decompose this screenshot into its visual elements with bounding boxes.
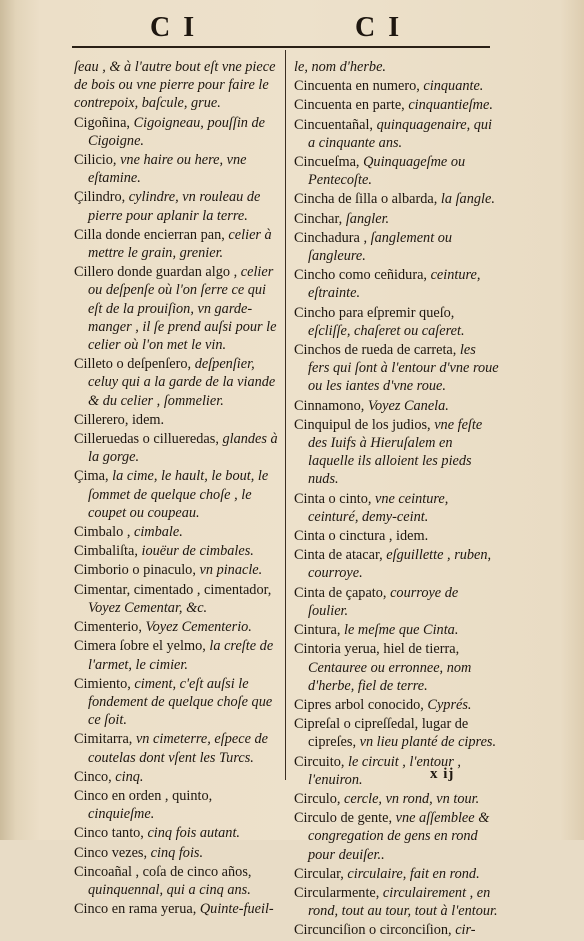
- dictionary-entry: [74, 58, 280, 113]
- entry-headword: Cillerero, idem.: [74, 411, 165, 428]
- entry-headword: Cinco en orden , quinto,: [74, 787, 213, 804]
- entry-definition: Centauree ou erronnee, nom d'herbe, fiel de terre.: [308, 659, 472, 694]
- dictionary-entry: [74, 151, 280, 187]
- entry-headword: Cinchar,: [294, 210, 343, 227]
- dictionary-entry: [74, 787, 280, 823]
- dictionary-entry: [74, 844, 280, 862]
- dictionary-entry: [294, 640, 500, 695]
- dictionary-entry: [74, 430, 280, 466]
- dictionary-entry: [294, 790, 500, 808]
- entry-definition: cinquante.: [419, 78, 484, 95]
- entry-headword: Cinta de atacar,: [294, 547, 383, 564]
- left-column: [74, 58, 280, 919]
- entry-headword: Circularmente,: [294, 884, 380, 901]
- entry-headword: Cinco,: [74, 768, 112, 785]
- entry-definition: ſangler.: [342, 210, 390, 227]
- entry-headword: Cinco tanto,: [74, 825, 144, 842]
- entry-definition: vn pinacle.: [195, 562, 263, 579]
- entry-headword: Cimentar, cimentado , cimentador,: [74, 581, 272, 598]
- entry-headword: Cinchadura ,: [294, 229, 368, 246]
- entry-headword: Cinchos de rueda de carreta,: [294, 342, 457, 359]
- entry-definition: le meſme que Cinta.: [340, 622, 459, 639]
- entry-definition: cir-: [451, 922, 476, 939]
- entry-definition: Voyez Cementar, &c.: [88, 599, 208, 616]
- dictionary-entry: [294, 809, 500, 864]
- dictionary-entry: [294, 190, 500, 208]
- dictionary-entry: [74, 730, 280, 766]
- dictionary-entry: [294, 921, 500, 939]
- entry-definition: Quinquageſme ou Pentecoſte.: [308, 154, 466, 189]
- dictionary-entry: [74, 226, 280, 262]
- dictionary-entry: [294, 266, 500, 302]
- dictionary-entry: [294, 696, 500, 714]
- entry-headword: Cinta de çapato,: [294, 584, 387, 601]
- entry-headword: Cimborio o pinaculo,: [74, 562, 196, 579]
- entry-definition: cinquieſme.: [88, 806, 155, 823]
- entry-headword: Cinnamono,: [294, 397, 365, 414]
- entry-headword: Circulo de gente,: [294, 810, 393, 827]
- dictionary-entry: [74, 863, 280, 899]
- entry-headword: Cigoñina,: [74, 114, 130, 131]
- entry-definition: la cime, le hault, le bout, le ſommet de quelque choſe , le coupet ou coupeau.: [88, 468, 269, 521]
- entry-definition: quinquennal, qui a cinq ans.: [88, 881, 251, 898]
- dictionary-entry: [74, 523, 280, 541]
- entry-headword: Cincuenta en numero,: [294, 78, 420, 95]
- entry-definition: ciment, c'eſt auſsi le fondement de quelque choſe que ce ſoit.: [88, 675, 273, 729]
- entry-definition: glandes à la gorge.: [88, 431, 278, 466]
- entry-headword: Cimbaliſta,: [74, 543, 138, 560]
- entry-headword: Circunciſion o circonciſion,: [294, 922, 452, 939]
- entry-headword: Cilicio,: [74, 152, 117, 169]
- dictionary-entry: [294, 229, 500, 265]
- dictionary-entry: [74, 263, 280, 354]
- entry-definition: eſcliſſe, chaſeret ou caſeret.: [308, 322, 465, 339]
- entry-headword: Cintoria yerua, hiel de tierra,: [294, 641, 460, 658]
- entry-definition: le, nom d'herbe.: [294, 59, 386, 75]
- dictionary-entry: [294, 715, 500, 751]
- dictionary-entry: [74, 637, 280, 673]
- entry-definition: cinq fois autant.: [143, 825, 240, 842]
- entry-definition: vn cimeterre, eſpece de coutelas dont vſent les Turcs.: [88, 731, 268, 766]
- dictionary-entry: [294, 621, 500, 639]
- dictionary-entry: [294, 416, 500, 489]
- dictionary-entry: [294, 96, 500, 114]
- entry-headword: Cimitarra,: [74, 731, 133, 748]
- entry-definition: Voyez Canela.: [364, 397, 449, 414]
- entry-definition: deſpenſier, celuy qui a la garde de la viande & du celier , ſommelier.: [88, 356, 276, 409]
- dictionary-entry: [74, 675, 280, 730]
- entry-definition: le circuit , l'entour , l'enuiron.: [308, 753, 461, 788]
- entry-headword: Cincho para eſpremir queſo,: [294, 304, 455, 321]
- entry-definition: vne ceinture, ceinturé, demy-ceint.: [308, 490, 449, 525]
- entry-headword: Cinco vezes,: [74, 844, 148, 861]
- entry-headword: Cincuentañal,: [294, 116, 374, 133]
- dictionary-entry: [74, 355, 280, 410]
- dictionary-entry: [294, 584, 500, 620]
- right-column: [294, 58, 500, 941]
- running-head-right: C I: [355, 12, 403, 43]
- entry-definition: eſguillette , ruben, courroye.: [308, 547, 492, 582]
- entry-definition: vn lieu planté de cipres.: [356, 734, 497, 751]
- entry-headword: Cincueſma,: [294, 154, 360, 171]
- entry-definition: cinq.: [111, 768, 144, 785]
- signature-mark: x ij: [430, 766, 455, 782]
- dictionary-entry: [294, 527, 500, 545]
- entry-definition: iouëur de cimbales.: [137, 543, 254, 560]
- entry-definition: ſanglement ou ſangleure.: [308, 229, 453, 265]
- entry-headword: Çima,: [74, 468, 109, 485]
- dictionary-entry: [294, 397, 500, 415]
- entry-definition: quinquagenaire, qui a cinquante ans.: [308, 116, 493, 151]
- running-head-left: C I: [150, 12, 198, 43]
- entry-headword: Cilleruedas o cillueredas,: [74, 431, 219, 448]
- entry-headword: Cilleto o deſpenſero,: [74, 356, 192, 373]
- entry-definition: ſeau , & à l'autre bout eſt vne piece de bois ou vne pierre pour faire le contrepoix, baſcule, grue.: [74, 59, 276, 112]
- entry-headword: Cillero donde guardan algo ,: [74, 264, 238, 281]
- entry-definition: cimbale.: [130, 524, 183, 541]
- entry-headword: Cimbalo ,: [74, 524, 131, 541]
- entry-definition: vne feſte des Iuifs à Hieruſalem en laquelle ils alloient les pieds nuds.: [308, 416, 483, 488]
- dictionary-entry: [294, 58, 500, 76]
- entry-definition: cinquantieſme.: [404, 97, 493, 114]
- entry-headword: Cimiento,: [74, 675, 131, 692]
- dictionary-entry: [74, 188, 280, 224]
- header-rule: [72, 46, 490, 48]
- dictionary-entry: [74, 581, 280, 617]
- entry-headword: Cinquipul de los judios,: [294, 416, 431, 433]
- dictionary-entry: [74, 561, 280, 579]
- dictionary-entry: [294, 341, 500, 396]
- entry-definition: celier ou deſpenſe où l'on ſerre ce qui eſt de la prouiſion, vn garde-manger , il ſe prend auſsi pour le celier où l'on met le vin.: [88, 264, 277, 354]
- dictionary-entry: [294, 77, 500, 95]
- entry-headword: Cipreſal o cipreſſedal, lugar de cipreſes,: [294, 716, 469, 751]
- entry-headword: Cimera ſobre el yelmo,: [74, 638, 206, 655]
- entry-definition: la creſte de l'armet, le cimier.: [88, 638, 274, 673]
- entry-headword: Cipres arbol conocido,: [294, 696, 424, 713]
- entry-headword: Cintura,: [294, 622, 341, 639]
- entry-headword: Cinco en rama yerua,: [74, 901, 197, 918]
- entry-definition: Quinte-fueil-: [196, 901, 274, 918]
- entry-definition: Voyez Cementerio.: [141, 619, 252, 636]
- entry-headword: Cinta o cinto,: [294, 490, 372, 507]
- entry-definition: vne haire ou here, vne eſtamine.: [88, 152, 247, 187]
- entry-headword: Cincuenta en parte,: [294, 97, 405, 114]
- entry-definition: circulairement , en rond, tout au tour, tout à l'entour.: [308, 884, 498, 920]
- entry-definition: cylindre, vn rouleau de pierre pour aplanir la terre.: [88, 189, 261, 224]
- dictionary-entry: [294, 753, 500, 789]
- entry-definition: les fers qui ſont à l'entour d'vne roue ou les iantes d'vne roue.: [308, 342, 499, 395]
- entry-definition: celier à mettre le grain, grenier.: [88, 226, 272, 262]
- dictionary-entry: [294, 210, 500, 228]
- entry-headword: Çilindro,: [74, 189, 126, 206]
- dictionary-entry: [294, 865, 500, 883]
- dictionary-entry: [74, 467, 280, 522]
- entry-headword: Cimenterio,: [74, 619, 142, 636]
- entry-headword: Circular,: [294, 865, 344, 882]
- entry-headword: Cincha de ſilla o albarda,: [294, 191, 438, 208]
- entry-definition: Cigoigneau, pouſſin de Cigoigne.: [88, 114, 266, 149]
- entry-definition: ceinture, eſtrainte.: [308, 267, 481, 302]
- entry-definition: la ſangle.: [437, 191, 495, 208]
- entry-definition: circulaire, fait en rond.: [343, 865, 480, 882]
- entry-definition: vne aſſemblee & congregation de gens en rond pour deuiſer..: [308, 810, 490, 863]
- entry-headword: Circulo,: [294, 790, 341, 807]
- entry-definition: cinq fois.: [147, 844, 204, 861]
- dictionary-entry: [74, 618, 280, 636]
- entry-headword: Cincoañal , coſa de cinco años,: [74, 863, 252, 880]
- entry-definition: Cyprés.: [423, 696, 472, 713]
- entry-headword: Cilla donde encierran pan,: [74, 226, 225, 243]
- dictionary-entry: [294, 153, 500, 189]
- dictionary-entry: [294, 116, 500, 152]
- dictionary-entry: [294, 490, 500, 526]
- dictionary-entry: [294, 304, 500, 340]
- dictionary-entry: [74, 768, 280, 786]
- entry-headword: Cinta o cinctura , idem.: [294, 528, 429, 545]
- dictionary-entry: [74, 542, 280, 560]
- dictionary-entry: [294, 884, 500, 920]
- entry-definition: courroye de ſoulier.: [308, 584, 459, 619]
- dictionary-entry: [74, 411, 280, 429]
- entry-headword: Cincho como ceñidura,: [294, 267, 428, 284]
- dictionary-entry: [74, 900, 280, 918]
- dictionary-entry: [294, 546, 500, 582]
- dictionary-entry: [74, 114, 280, 150]
- column-divider: [285, 50, 286, 780]
- entry-definition: cercle, vn rond, vn tour.: [340, 790, 480, 807]
- entry-headword: Circuito,: [294, 753, 345, 770]
